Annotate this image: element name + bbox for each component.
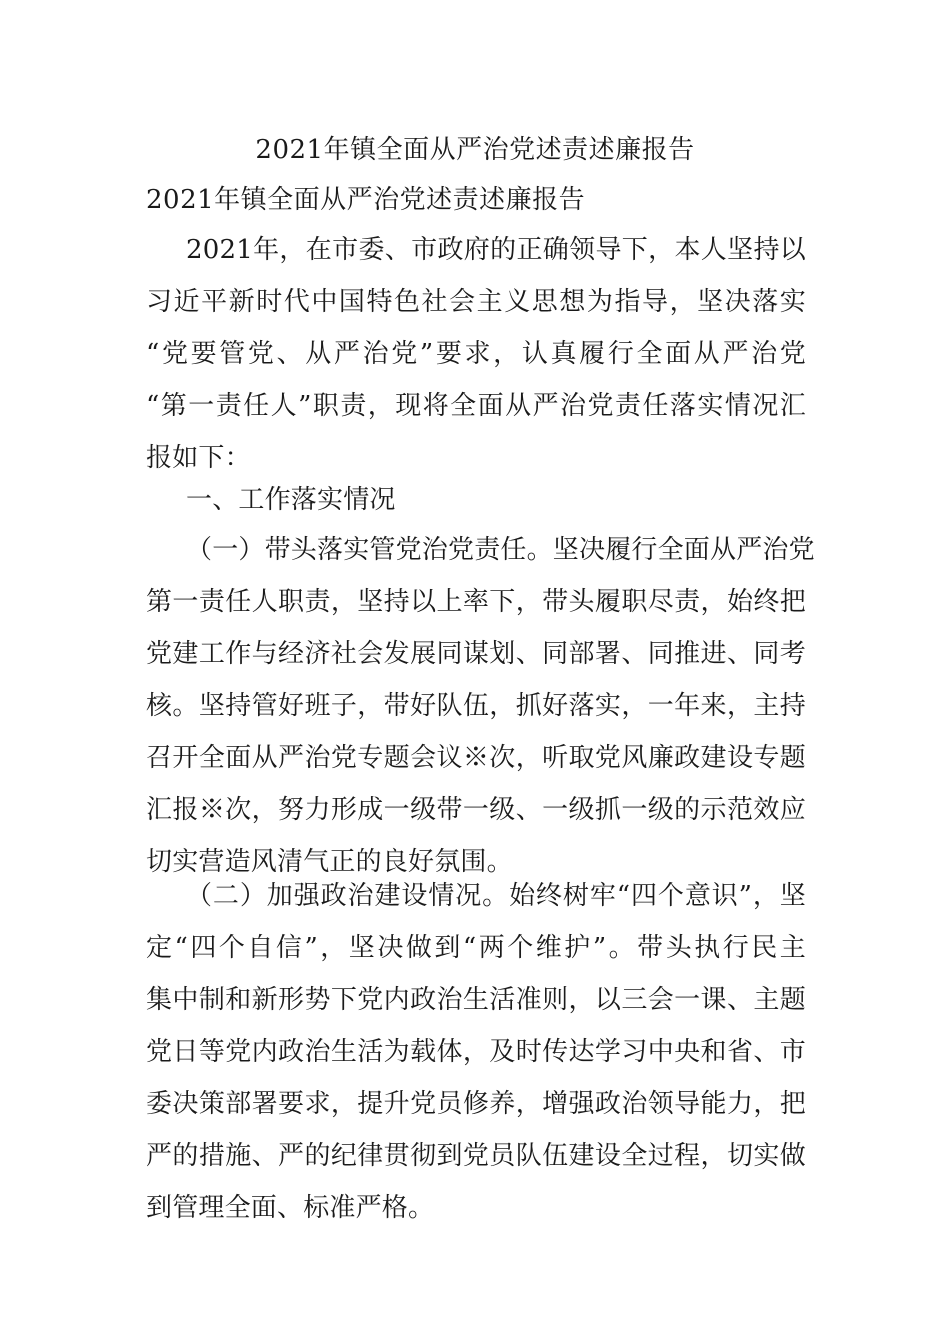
document-subtitle: 2021年镇全面从严治党述责述廉报告 — [146, 185, 586, 215]
paragraph-intro — [146, 224, 806, 484]
paragraph-line: 党日等党内政治生活为载体，及时传达学习中央和省、市 — [146, 1037, 806, 1067]
paragraph-line: 定“四个自信”，坚决做到“两个维护”。带头执行民主 — [146, 933, 806, 963]
section-heading-text: 一、工作落实情况 — [186, 485, 396, 515]
paragraph-line: 核。坚持管好班子，带好队伍，抓好落实，一年来，主持 — [146, 691, 806, 721]
paragraph-line: 严的措施、严的纪律贯彻到党员队伍建设全过程，切实做 — [146, 1141, 806, 1171]
paragraph-line: 习近平新时代中国特色社会主义思想为指导，坚决落实 — [146, 287, 806, 317]
paragraph-line: （一）带头落实管党治党责任。坚决履行全面从严治党 — [186, 535, 815, 565]
section-heading — [146, 474, 806, 526]
paragraph-responsibility — [146, 524, 815, 888]
paragraph-line: （二）加强政治建设情况。始终树牢“四个意识”，坚 — [186, 881, 806, 911]
paragraph-line: 切实营造风清气正的良好氛围。 — [146, 847, 513, 877]
paragraph-line: “党要管党、从严治党”要求，认真履行全面从严治党 — [146, 339, 806, 369]
paragraph-line: “第一责任人”职责，现将全面从严治党责任落实情况汇 — [146, 391, 806, 421]
paragraph-line: 委决策部署要求，提升党员修养，增强政治领导能力，把 — [146, 1089, 806, 1119]
document-title: 2021年镇全面从严治党述责述廉报告 — [255, 135, 695, 165]
paragraph-line: 2021年，在市委、市政府的正确领导下，本人坚持以 — [186, 235, 806, 265]
paragraph-line: 汇报※次，努力形成一级带一级、一级抓一级的示范效应 — [146, 795, 806, 825]
paragraph-line: 召开全面从严治党专题会议※次，听取党风廉政建设专题 — [146, 743, 806, 773]
paragraph-political — [146, 870, 806, 1234]
paragraph-line: 到管理全面、标准严格。 — [146, 1193, 435, 1223]
paragraph-line: 党建工作与经济社会发展同谋划、同部署、同推进、同考 — [146, 639, 806, 669]
paragraph-line: 集中制和新形势下党内政治生活准则，以三会一课、主题 — [146, 985, 806, 1015]
paragraph-line: 报如下： — [146, 443, 251, 473]
paragraph-line: 第一责任人职责，坚持以上率下，带头履职尽责，始终把 — [146, 587, 806, 617]
